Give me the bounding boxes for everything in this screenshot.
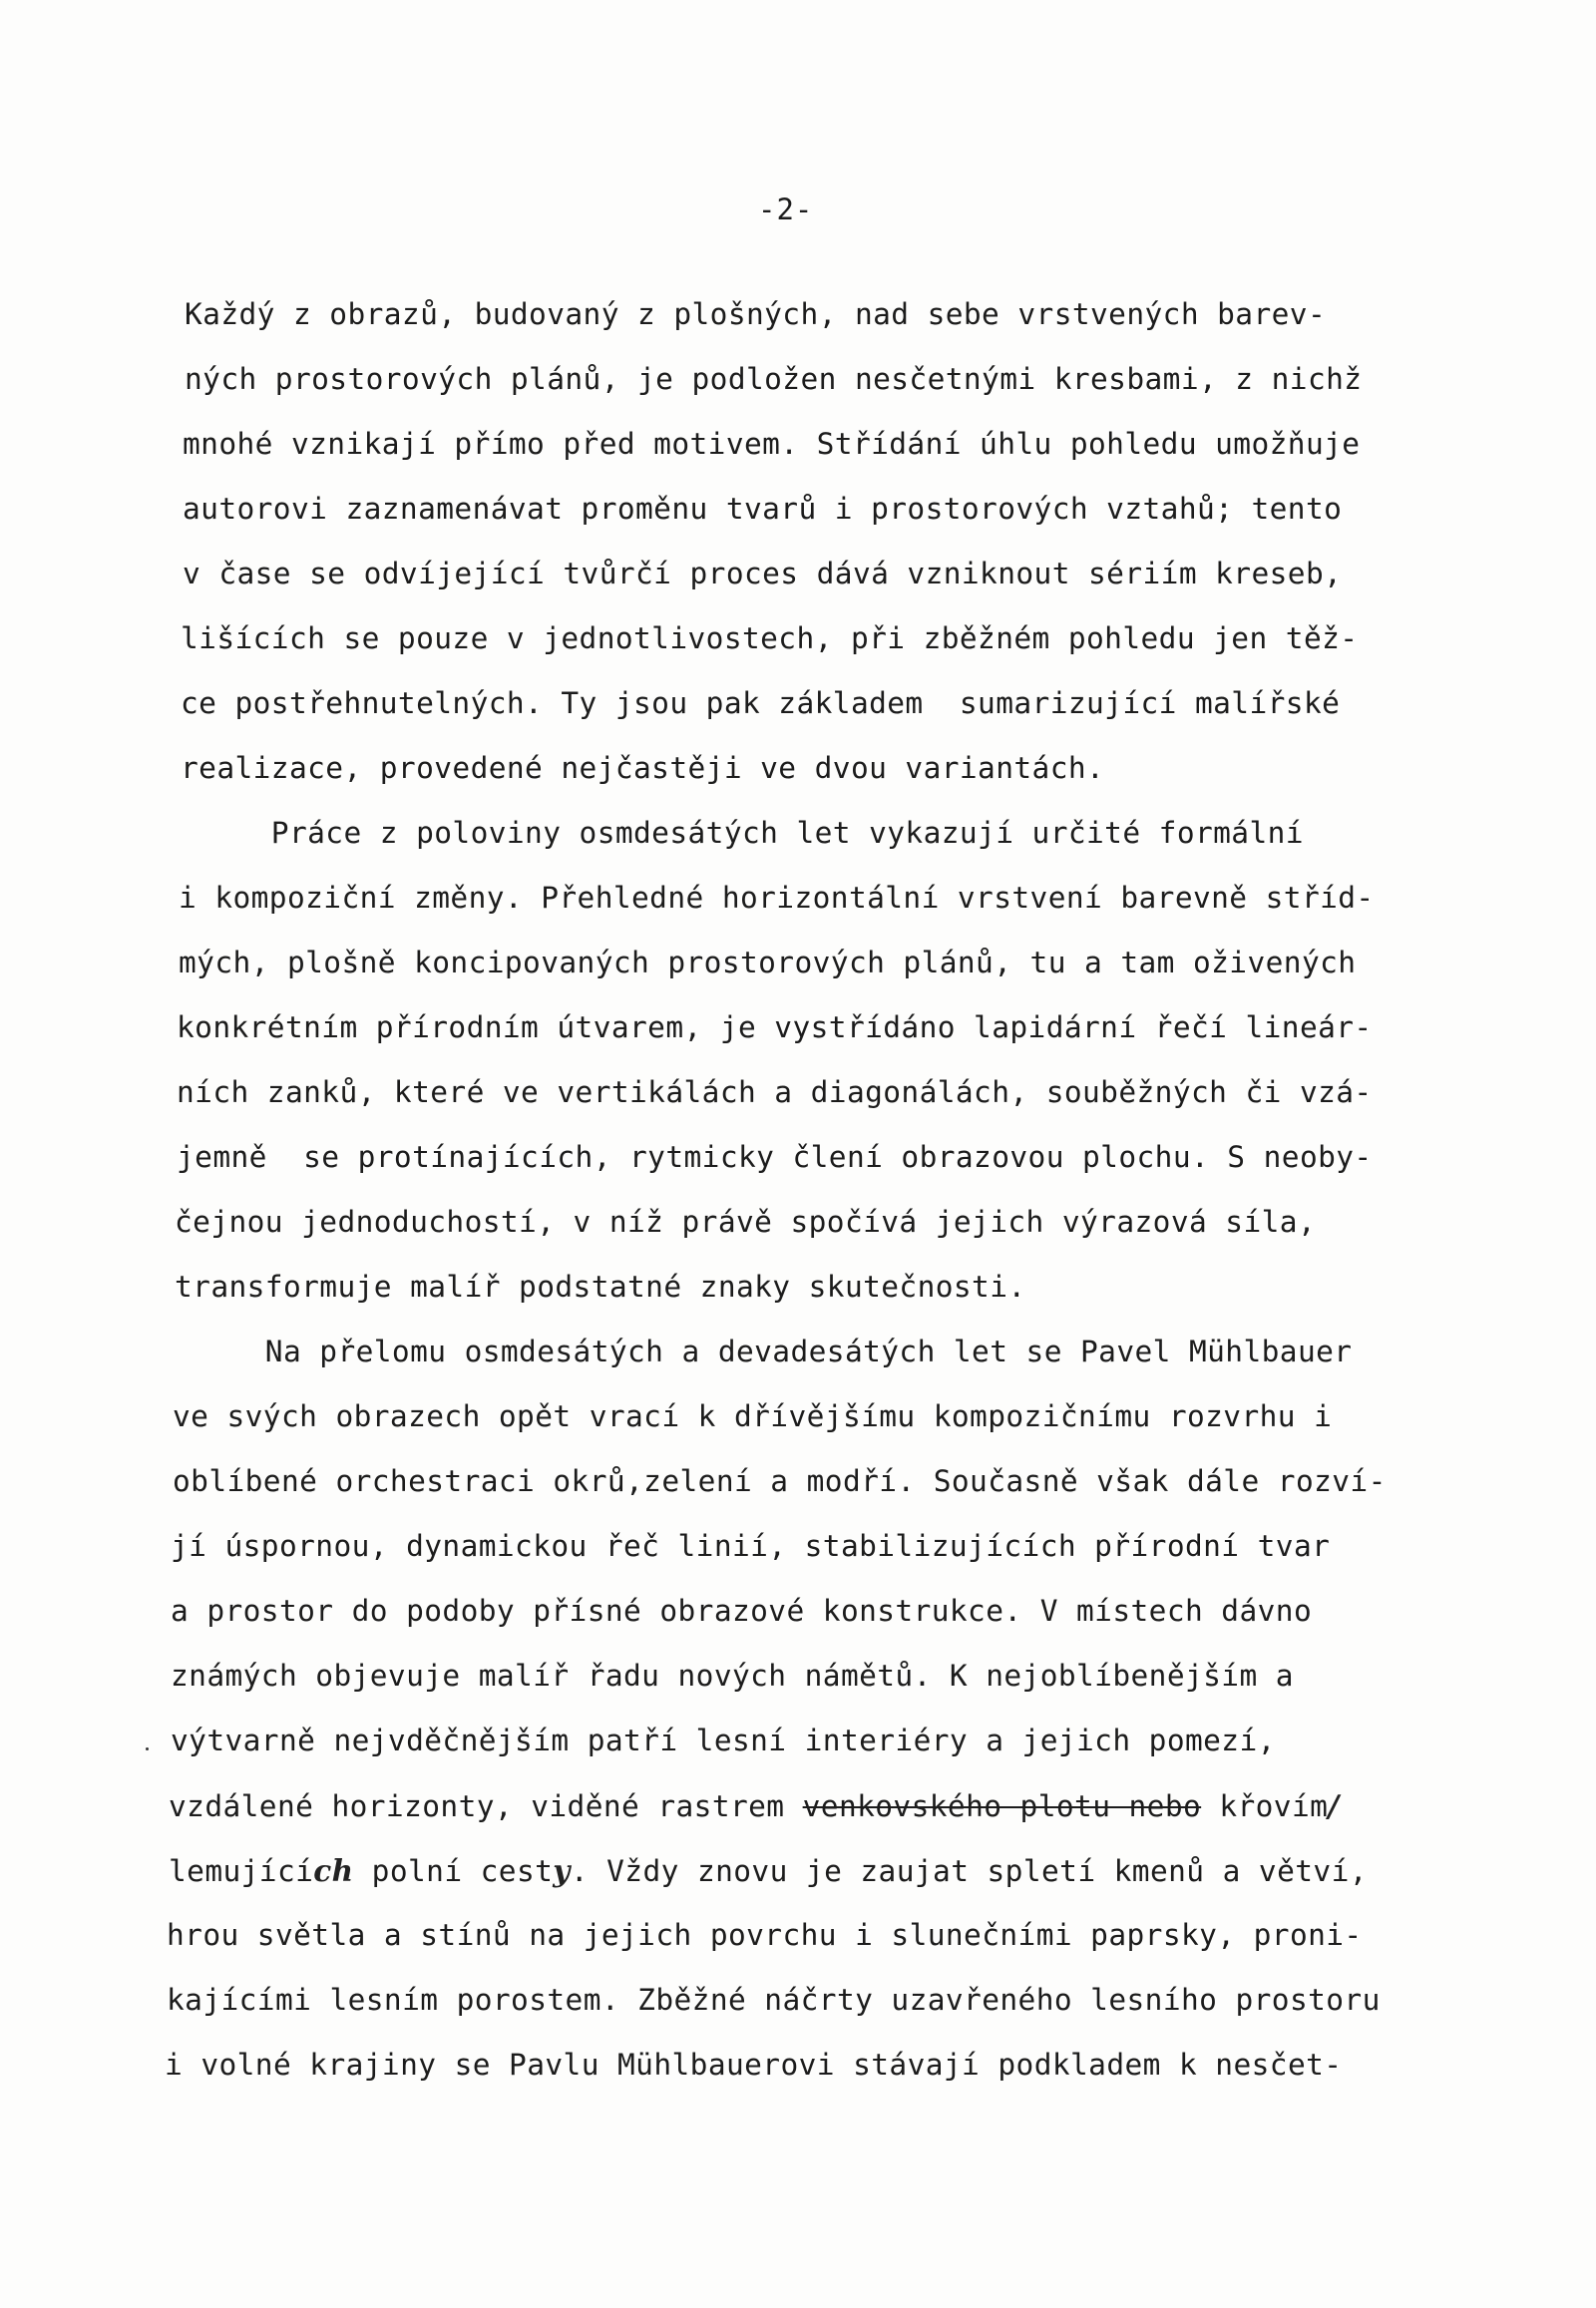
text-line: mých, plošně koncipovaných prostorových plánů, tu a tam oživených	[179, 946, 1357, 979]
text-line: Práce z poloviny osmdesátých let vykazují určité formální	[181, 816, 1304, 850]
text-segment: polní cest	[353, 1854, 554, 1888]
text-line: jí úspornou, dynamickou řeč linií, stabilizujících přírodní tvar	[171, 1529, 1331, 1563]
text-line: transformuje malíř podstatné znaky skutečnosti.	[175, 1270, 1026, 1304]
handwritten-correction: y	[553, 1853, 571, 1888]
text-line: v čase se odvíjející tvůrčí proces dává vzniknout sériím kreseb,	[183, 557, 1343, 590]
text-line: realizace, provedené nejčastěji ve dvou variantách.	[181, 751, 1105, 785]
text-line: ce postřehnutelných. Ty jsou pak základem sumarizující malířské	[181, 686, 1341, 720]
text-line: výtvarně nejvděčnějším patří lesní interiéry a jejich pomezí,	[171, 1724, 1276, 1757]
text-line: lišících se pouze v jednotlivostech, při zběžném pohledu jen těž-	[181, 621, 1359, 655]
text-line: oblíbené orchestraci okrů,zelení a modří. Současně však dále rozví-	[173, 1464, 1387, 1498]
struck-text: venkovského plotu nebo	[802, 1789, 1202, 1823]
text-line: mnohé vznikají přímo před motivem. Střídání úhlu pohledu umožňuje	[183, 427, 1361, 461]
text-line: ve svých obrazech opět vrací k dřívějšímu kompozičnímu rozvrhu i	[173, 1399, 1333, 1433]
text-line: autorovi zaznamenávat proměnu tvarů i prostorových vztahů; tento	[183, 492, 1343, 526]
text-segment: lemující	[169, 1854, 314, 1888]
text-line: i volné krajiny se Pavlu Mühlbauerovi stávají podkladem k nesčet-	[165, 2048, 1343, 2082]
text-line: konkrétním přírodním útvarem, je vystřídáno lapidární řečí lineár-	[177, 1010, 1373, 1044]
text-line: známých objevuje malíř řadu nových námětů. K nejoblíbenějším a	[171, 1659, 1294, 1693]
text-line: a prostor do podoby přísné obrazové konstrukce. V místech dávno	[171, 1594, 1313, 1628]
handwritten-correction: /	[1328, 1788, 1340, 1823]
page-number: -2-	[758, 192, 814, 226]
text-line: ních zanků, které ve vertikálách a diagonálách, souběžných či vzá-	[177, 1075, 1373, 1109]
text-line-corrected	[169, 1788, 1339, 1823]
ink-dot	[146, 1747, 149, 1750]
text-segment: . Vždy znovu je zaujat spletí kmenů a větví,	[570, 1854, 1368, 1888]
text-line: čejnou jednoduchostí, v níž právě spočívá jejich výrazová síla,	[175, 1205, 1317, 1239]
text-line: jemně se protínajících, rytmicky člení obrazovou plochu. S neoby-	[177, 1140, 1373, 1174]
text-line: i kompoziční změny. Přehledné horizontální vrstvení barevně stříd-	[179, 881, 1375, 915]
text-segment: křovím	[1201, 1789, 1329, 1823]
text-segment: vzdálené horizonty, viděné rastrem	[169, 1789, 803, 1823]
text-line: Na přelomu osmdesátých a devadesátých let se Pavel Mühlbauer	[175, 1335, 1353, 1368]
text-line: Každý z obrazů, budovaný z plošných, nad sebe vrstvených barev-	[185, 297, 1327, 331]
text-line-corrected	[169, 1853, 1368, 1888]
text-line: hrou světla a stínů na jejich povrchu i slunečními paprsky, proni-	[167, 1918, 1363, 1952]
handwritten-correction: ch	[313, 1853, 354, 1888]
text-line: ných prostorových plánů, je podložen nesčetnými kresbami, z nichž	[185, 362, 1363, 396]
text-line: kajícími lesním porostem. Zběžné náčrty uzavřeného lesního prostoru	[167, 1983, 1381, 2017]
